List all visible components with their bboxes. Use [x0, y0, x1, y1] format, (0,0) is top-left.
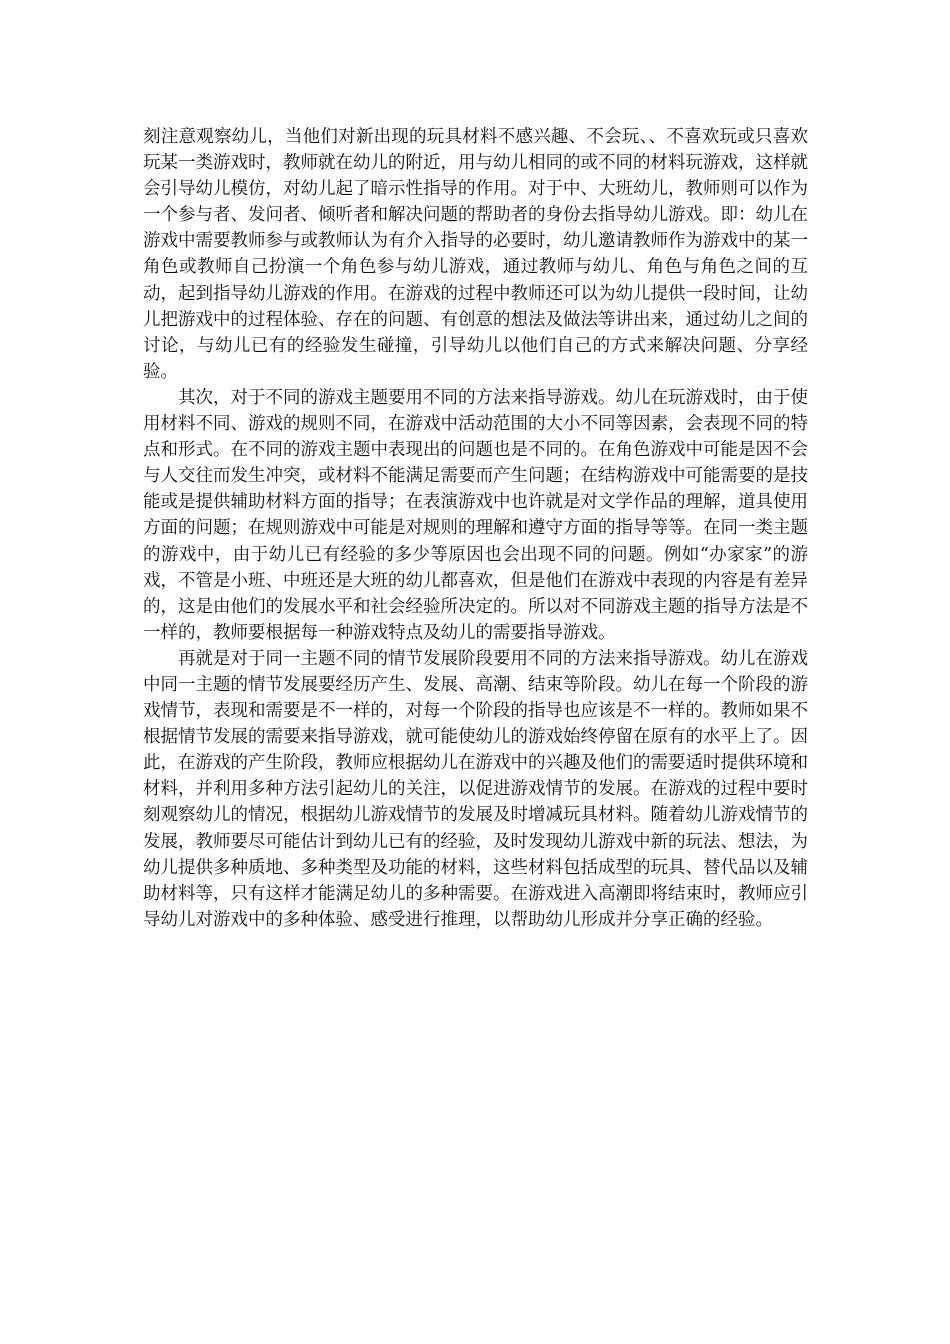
document-body [143, 124, 808, 933]
paragraph-1: 刻注意观察幼儿，当他们对新出现的玩具材料不感兴趣、不会玩、、不喜欢玩或只喜欢玩某一类游戏时，教师就在幼儿的附近，用与幼儿相同的或不同的材料玩游戏，这样就会引导幼儿模仿，对幼儿起了暗示性指导的作用。对于中、大班幼儿，教师则可以作为一个参与者、发问者、倾听者和解决问题的帮助者的身份去指导幼儿游戏。即：幼儿在游戏中需要教师参与或教师认为有介入指导的必要时，幼儿邀请教师作为游戏中的某一角色或教师自己扮演一个角色参与幼儿游戏，通过教师与幼儿、角色与角色之间的互动，起到指导幼儿游戏的作用。在游戏的过程中教师还可以为幼儿提供一段时间，让幼儿把游戏中的过程体验、存在的问题、有创意的想法及做法等讲出来，通过幼儿之间的讨论，与幼儿已有的经验发生碰撞，引导幼儿以他们自己的方式来解决问题、分享经验。 [143, 127, 808, 382]
paragraph-2: 其次，对于不同的游戏主题要用不同的方法来指导游戏。幼儿在玩游戏时，由于使用材料不同、游戏的规则不同，在游戏中活动范围的大小不同等因素，会表现不同的特点和形式。在不同的游戏主题中表现出的问题也是不同的。在角色游戏中可能是因不会与人交往而发生冲突，或材料不能满足需要而产生问题；在结构游戏中可能需要的是技能或是提供辅助材料方面的指导；在表演游戏中也许就是对文学作品的理解，道具使用方面的问题；在规则游戏中可能是对规则的理解和遵守方面的指导等等。在同一类主题的游戏中，由于幼儿已有经验的多少等原因也会出现不同的问题。例如“办家家”的游戏，不管是小班、中班还是大班的幼儿都喜欢，但是他们在游戏中表现的内容是有差异的，这是由他们的发展水平和社会经验所决定的。所以对不同游戏主题的指导方法是不一样的，教师要根据每一种游戏特点及幼儿的需要指导游戏。 [143, 387, 808, 643]
paragraph-3: 再就是对于同一主题不同的情节发展阶段要用不同的方法来指导游戏。幼儿在游戏中同一主题的情节发展要经历产生、发展、高潮、结束等阶段。幼儿在每一个阶段的游戏情节，表现和需要是不一样的，对每一个阶段的指导也应该是不一样的。教师如果不根据情节发展的需要来指导游戏，就可能使幼儿的游戏始终停留在原有的水平上了。因此，在游戏的产生阶段，教师应根据幼儿在游戏中的兴趣及他们的需要适时提供环境和材料，并利用多种方法引起幼儿的关注，以促进游戏情节的发展。在游戏的过程中要时刻观察幼儿的情况，根据幼儿游戏情节的发展及时增减玩具材料。随着幼儿游戏情节的发展，教师要尽可能估计到幼儿已有的经验，及时发现幼儿游戏中新的玩法、想法，为幼儿提供多种质地、多种类型及功能的材料，这些材料包括成型的玩具、替代品以及辅助材料等，只有这样才能满足幼儿的多种需要。在游戏进入高潮即将结束时，教师应引导幼儿对游戏中的多种体验、感受进行推理，以帮助幼儿形成并分享正确的经验。 [143, 648, 808, 930]
